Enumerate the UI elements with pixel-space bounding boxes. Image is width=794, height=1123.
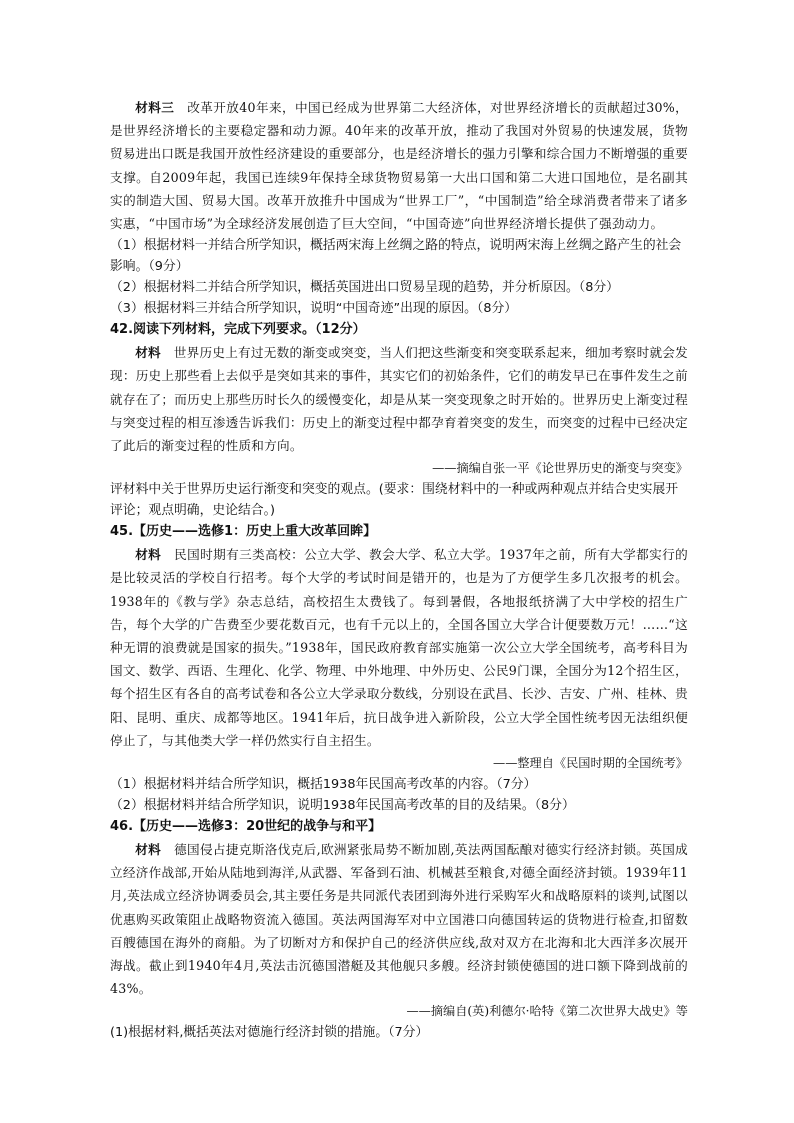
q46-material: [110, 838, 688, 1000]
q45-sub-1: （1）根据材料并结合所学知识，概括1938年民国高考改革的内容。（7分）: [110, 777, 537, 793]
exam-page: [110, 96, 688, 1043]
q42-material-text: 世界历史上有过无数的渐变或突变，当人们把这些渐变和突变联系起来，细加考察时就会发现：历史上那些看上去似乎是突如其来的事件，其实它们的初始条件，它们的萌发早已在事件发生之前就存在了；而历史上那些历时长久的缓慢变化，却是从某一突变现象之时开始的。世界历史上渐变过程与突变过程的相互渗透告诉我们：历史上的渐变过程中都孕育着突变的发生，而突变的过程中已经决定了此后的渐变过程的性质和方向。: [110, 345, 689, 454]
q46-material-lead: 材料: [135, 842, 162, 858]
q41-sub-3: （3）根据材料三并结合所学知识，说明“中国奇迹”出现的原因。（8分）: [110, 301, 518, 317]
q45-material-lead: 材料: [135, 547, 162, 563]
q42-source: ——摘编自张一平《论世界历史的渐变与突变》: [432, 461, 688, 476]
q41-sub-2: （2）根据材料二并结合所学知识，概括英国进出口贸易呈现的趋势，并分析原因。（8分）: [110, 280, 619, 296]
q45-material: [110, 543, 688, 752]
q45-sub-2: （2）根据材料并结合所学知识，说明1938年民国高考改革的目的及结果。（8分）: [110, 798, 575, 814]
q41-sub-1: （1）根据材料一并结合所学知识，概括两宋海上丝绸之路的特点，说明两宋海上丝绸之路产生的社会影响。（9分）: [110, 238, 682, 275]
q45-material-text: 民国时期有三类高校：公立大学、教会大学、私立大学。1937年之前，所有大学都实行的是比较灵活的学校自行招考。每个大学的考试时间是错开的，也是为了方便学生多几次报考的机会。1938年的《教与学》杂志总结，高校招生太费钱了。每到暑假，各地报纸挤满了大中学校的招生广告，每个大学的广告费至少要花数百元，也有千元以上的，全国各国立大学合计便要数万元！……“这种无谓的浪费就是国家的损失。”1938年，国民政府教育部实施第一次公立大学全国统考，高考科目为国文、数学、西语、生理化、化学、物理、中外地理、中外历史、公民9门课，全国分为12个招生区，每个招生区有各自的高考试卷和各公立大学录取分数线，分别设在武昌、长沙、吉安、广州、桂林、贵阳、昆明、重庆、成都等地区。1941年后，抗日战争进入新阶段，公立大学全国性统考因无法组织便停止了，与其他类大学一样仍然实行自主招生。: [110, 547, 689, 748]
material-3: [110, 96, 688, 235]
q46-source: ——摘编自(英)利德尔·哈特《第二次世界大战史》等: [406, 1004, 688, 1019]
q42-prompt: 评材料中关于世界历史运行渐变和突变的观点。(要求：围绕材料中的一种或两种观点并结合史实展开评论；观点明确，史论结合。): [110, 482, 679, 519]
q42-material-lead: 材料: [135, 345, 161, 361]
q46-heading: 46.【历史——选修3：20世纪的战争与和平】: [110, 819, 382, 835]
q45-source: ——整理自《民国时期的全国统考》: [493, 756, 688, 771]
material-3-lead: 材料三: [135, 100, 175, 115]
q46-material-text: 德国侵占捷克斯洛伐克后,欧洲紧张局势不断加剧,英法两国酝酿对德实行经济封锁。英国成立经济作战部,开始从陆地到海洋,从武器、军备到石油、机械甚至粮食,对德全面经济封锁。1939年11月,英法成立经济协调委员会,其主要任务是共同派代表团到海外进行采购军火和战略原料的谈判,试图以优惠购买政策阻止战略物资流入德国。英法两国海军对中立国港口向德国转运的货物进行检查,扣留数百艘德国在海外的商船。为了切断对方和保护自己的经济供应线,敌对双方在北海和北大西洋多次展开海战。截止到1940年4月,英法击沉德国潜艇及其他舰只多艘。经济封锁使德国的进口额下降到战前的43%。: [110, 842, 688, 997]
material-3-text: 改革开放40年来，中国已经成为世界第二大经济体，对世界经济增长的贡献超过30%，是世界经济增长的主要稳定器和动力源。40年来的改革开放，推动了我国对外贸易的快速发展，货物贸易进出口既是我国开放性经济建设的重要部分，也是经济增长的强力引擎和综合国力不断增强的重要支撑。自2009年起，我国已连续9年保持全球货物贸易第一大出口国和第二大进口国地位，是名副其实的制造大国、贸易大国。改革开放推升中国成为“世界工厂”，“中国制造”给全球消费者带来了诸多实惠，“中国市场”为全球经济发展创造了巨大空间，“中国奇迹”向世界经济增长提供了强劲动力。: [110, 100, 688, 232]
q42-heading: 42.阅读下列材料，完成下列要求。（12分）: [110, 322, 366, 338]
q45-heading: 45.【历史——选修1：历史上重大改革回眸】: [110, 524, 377, 540]
q46-sub-1: (1)根据材料,概括英法对德施行经济封锁的措施。（7分）: [110, 1025, 429, 1041]
q42-material: [110, 341, 688, 457]
